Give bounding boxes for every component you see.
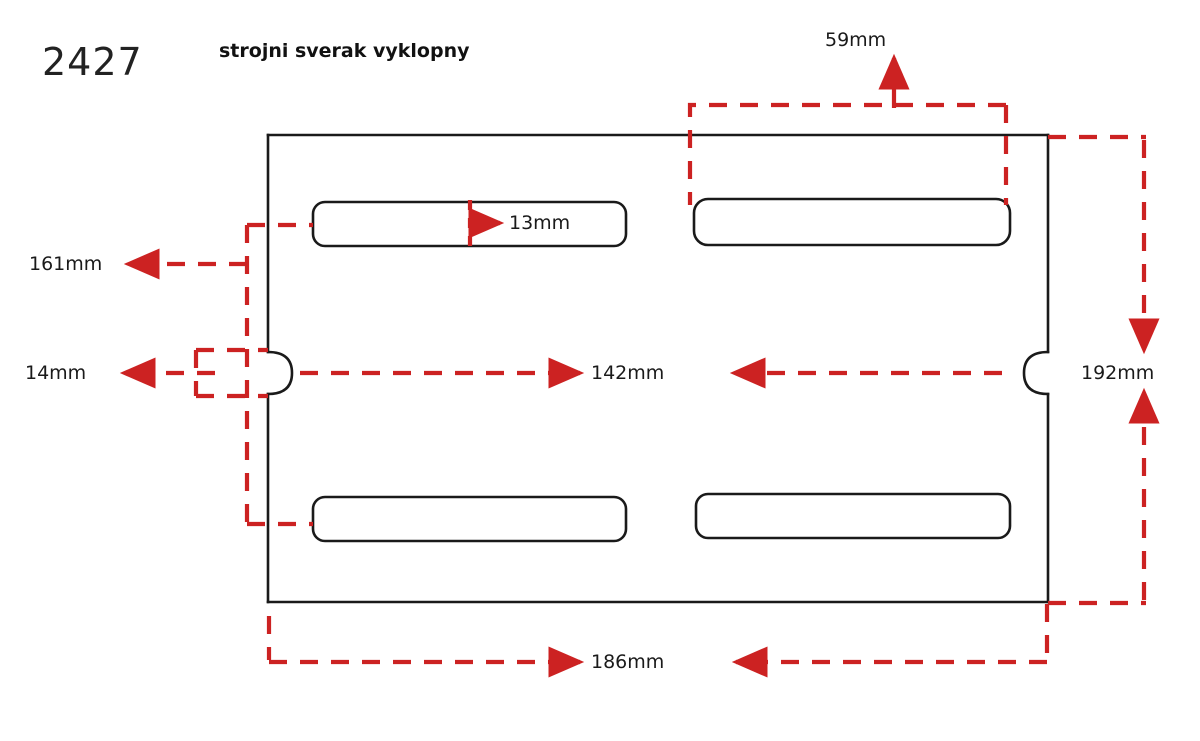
dimension-label-59: 59mm xyxy=(825,29,887,51)
dimension-lines xyxy=(124,58,1146,662)
dimension-label-13: 13mm xyxy=(509,212,571,234)
slot-bottom-left xyxy=(313,497,626,541)
page-title: strojni sverak vyklopny xyxy=(219,40,470,62)
dimension-label-192: 192mm xyxy=(1081,362,1155,384)
slot-bottom-right xyxy=(696,494,1010,538)
slot-top-right xyxy=(694,199,1010,245)
dim-line-59 xyxy=(690,105,1006,205)
dimension-label-14: 14mm xyxy=(25,362,87,384)
dimension-label-186: 186mm xyxy=(591,651,665,673)
dimension-label-142: 142mm xyxy=(591,362,665,384)
dimension-label-161: 161mm xyxy=(29,253,103,275)
part-number: 2427 xyxy=(42,40,143,84)
